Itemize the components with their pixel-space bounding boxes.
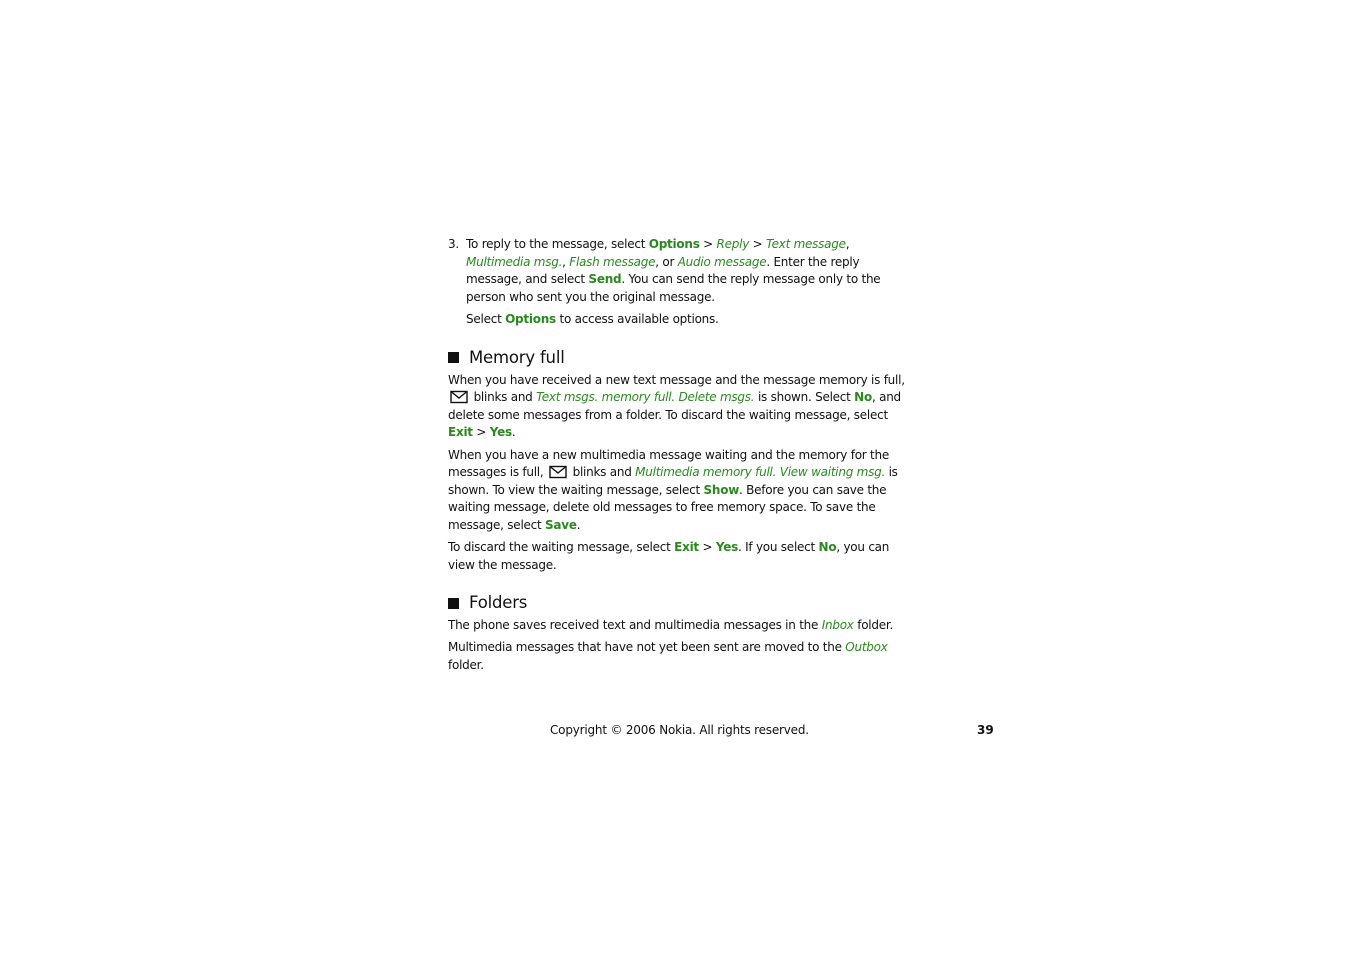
audio-message-option: Audio message: [677, 254, 767, 269]
separator: >: [699, 237, 717, 251]
multimedia-memory-notice: Multimedia memory full. View waiting msg.: [635, 465, 886, 480]
text-run: ,: [562, 254, 570, 269]
text-run: . If you select: [737, 540, 819, 555]
page-content: [448, 236, 906, 679]
memory-full-notice: Text msgs. memory full. Delete msgs.: [536, 390, 755, 405]
options-command: Options: [648, 237, 700, 251]
multimedia-msg-option: Multimedia msg.: [466, 254, 563, 269]
heading-text: Folders: [469, 593, 528, 613]
text-run: blinks and: [569, 465, 636, 480]
text-run: is shown. To view the waiting message, select: [448, 465, 898, 497]
text-run: .: [511, 425, 516, 440]
step-3: [448, 236, 906, 306]
folders-paragraph-1: [448, 617, 906, 635]
text-run: When you have received a new text message and the message memory is full,: [448, 372, 905, 387]
send-command: Send: [588, 272, 622, 287]
folders-heading: [448, 592, 906, 614]
text-run: To discard the waiting message, select: [448, 540, 675, 555]
separator: >: [698, 540, 716, 555]
bullet-square-icon: [448, 352, 459, 363]
text-run: The phone saves received text and multimedia messages in the: [448, 618, 822, 633]
text-run: .: [576, 517, 581, 532]
page-number: 39: [977, 723, 994, 737]
inbox-folder-name: Inbox: [821, 618, 854, 633]
memory-full-paragraph-2: [448, 447, 906, 535]
flash-message-option: Flash message: [569, 254, 656, 269]
text-run: Multimedia messages that have not yet been sent are moved to the: [448, 640, 846, 655]
heading-text: Memory full: [469, 347, 565, 367]
text-run: When you have a new multimedia message waiting and the memory for the messages is full,: [448, 447, 889, 480]
no-command: No: [854, 390, 872, 405]
text-run: to access available options.: [555, 311, 719, 326]
text-run: folder.: [853, 618, 894, 633]
separator: >: [472, 425, 490, 440]
text-run: blinks and: [470, 390, 537, 405]
exit-command: Exit: [448, 425, 473, 440]
text-run: . Before you can save the waiting message, delete old messages to free memory space. To save the message, select: [448, 482, 887, 532]
memory-full-paragraph-3: [448, 539, 906, 574]
copyright-notice: Copyright © 2006 Nokia. All rights reserved.: [550, 723, 809, 737]
save-command: Save: [545, 517, 577, 532]
envelope-icon: [450, 390, 468, 404]
text-run: . You can send the reply message only to the person who sent you the original message.: [466, 272, 881, 304]
text-run: folder.: [448, 658, 484, 673]
step-number: 3.: [448, 237, 459, 251]
no-command: No: [818, 540, 837, 555]
show-command: Show: [703, 482, 740, 497]
text-run: Select: [466, 311, 506, 326]
text-run: is shown. Select: [754, 390, 855, 405]
memory-full-heading: [448, 347, 906, 369]
text-run: ,: [845, 237, 850, 251]
step-text: [466, 236, 906, 306]
text-message-option: Text message: [766, 237, 846, 251]
text-run: , or: [655, 254, 678, 269]
yes-command: Yes: [489, 425, 512, 440]
text-run: , and delete some messages from a folder. To discard the waiting message, select: [448, 390, 901, 422]
reply-option: Reply: [716, 237, 750, 251]
memory-full-paragraph-1: [448, 372, 906, 442]
separator: >: [749, 237, 766, 251]
text-run: , you can view the message.: [448, 540, 890, 572]
options-command: Options: [505, 311, 556, 326]
select-options-paragraph: [466, 311, 906, 329]
outbox-folder-name: Outbox: [845, 640, 888, 655]
bullet-square-icon: [448, 598, 459, 609]
exit-command: Exit: [674, 540, 699, 555]
envelope-icon: [549, 465, 567, 479]
yes-command: Yes: [715, 540, 738, 555]
text-run: . Enter the reply message, and select: [466, 254, 860, 287]
text-run: To reply to the message, select: [466, 237, 649, 251]
folders-paragraph-2: [448, 639, 906, 674]
